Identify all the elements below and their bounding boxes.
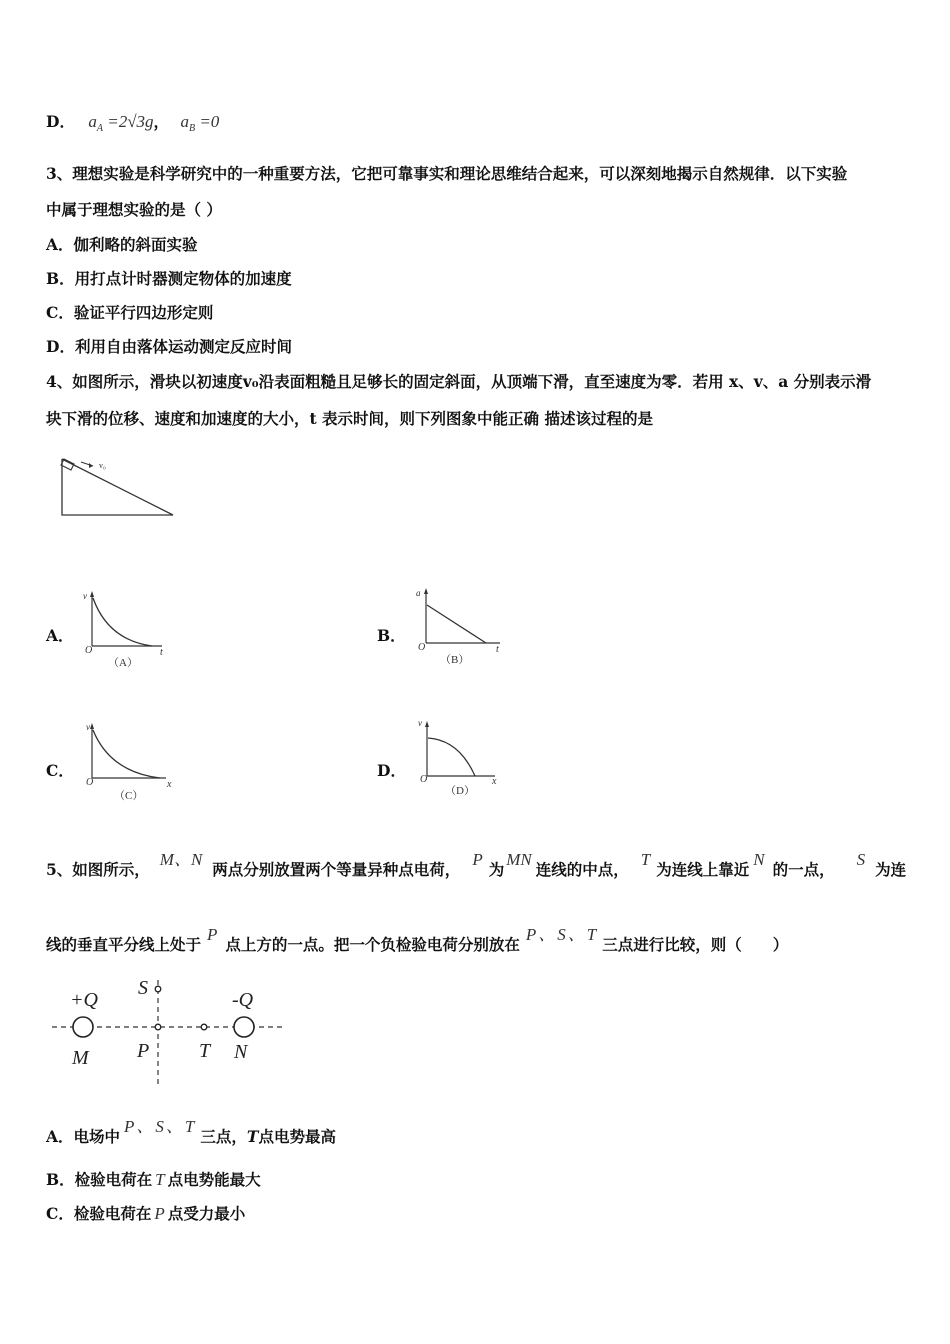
q3-line2: 中属于理想实验的是（ ） xyxy=(46,200,222,219)
svg-text:t: t xyxy=(496,644,499,655)
svg-text:O: O xyxy=(85,645,93,656)
aA-formula: $a_A =2√3g$ xyxy=(88,112,154,134)
q4-line2: 块下滑的位移、速度和加速度的大小，t 表示时间，则下列图象中能正确 描述该过程的是 xyxy=(46,409,653,428)
point-P xyxy=(155,1024,161,1030)
curve xyxy=(428,738,475,776)
curve xyxy=(93,730,160,778)
svg-text:N: N xyxy=(234,1041,248,1063)
svg-text:T: T xyxy=(199,1040,211,1062)
svg-text:v: v xyxy=(86,722,90,732)
svg-text:v: v xyxy=(418,718,422,728)
svg-text:x: x xyxy=(167,779,172,790)
option-label: D． xyxy=(46,112,75,131)
svg-text:x: x xyxy=(492,776,497,787)
q3-option-b: B．用打点计时器测定物体的加速度 xyxy=(46,269,292,288)
svg-text:P: P xyxy=(137,1040,150,1062)
charge-M xyxy=(73,1017,93,1037)
point-S xyxy=(155,986,161,992)
charge-N xyxy=(234,1017,254,1037)
svg-text:O: O xyxy=(418,642,426,653)
q4-option-c-label: C． xyxy=(46,761,74,780)
svg-text:（C）: （C） xyxy=(114,790,144,802)
q4-graph-d xyxy=(413,714,513,800)
svg-text:-Q: -Q xyxy=(232,989,254,1011)
q5-option-c: C．检验电荷在 P 点受力最小 xyxy=(46,1204,246,1223)
q5-line2: 线的垂直平分线上处于P点上方的一点。把一个负检验电荷分别放在P、S、T三点进行比较，则（ ） xyxy=(46,925,789,954)
svg-text:（A）: （A） xyxy=(108,657,138,668)
svg-text:+Q: +Q xyxy=(70,989,98,1011)
q3-option-c: C．验证平行四边形定则 xyxy=(46,303,214,322)
curve xyxy=(93,598,152,646)
svg-text:a: a xyxy=(416,588,421,598)
svg-text:O: O xyxy=(86,777,94,788)
q4-option-a-label: A． xyxy=(46,626,74,645)
q5-option-a: A．电场中P、S、T三点，T点电势最高 xyxy=(46,1117,336,1146)
q3-line1: 3、理想实验是科学研究中的一种重要方法，它把可靠事实和理论思维结合起来，可以深刻地揭示自然规律．以下实验 xyxy=(46,164,848,183)
q4-option-d-label: D． xyxy=(377,761,406,780)
q4-graph-b xyxy=(410,585,510,667)
q5-line1: 5、如图所示，M、N两点分别放置两个等量异种点电荷，P为MN连线的中点，T为连线上靠近N的一点，S为连 xyxy=(46,850,907,879)
prev-option-d: D． $a_A =2√3g$， $a_B =0$ xyxy=(46,112,220,134)
svg-text:S: S xyxy=(138,977,148,999)
svg-text:v: v xyxy=(83,591,87,601)
q4-line1: 4、如图所示，滑块以初速度v₀沿表面粗糙且足够长的固定斜面，从顶端下滑，直至速度为零．若用 x、v、a 分别表示滑 xyxy=(46,372,872,391)
svg-text:t: t xyxy=(160,647,163,658)
q4-option-b-label: B． xyxy=(377,626,406,645)
q5-option-b: B．检验电荷在 T 点电势能最大 xyxy=(46,1170,261,1189)
point-T xyxy=(201,1024,207,1030)
q4-graph-a xyxy=(80,588,170,668)
incline-figure xyxy=(55,455,185,521)
q3-option-a: A．伽利略的斜面实验 xyxy=(46,235,198,254)
q4-graph-c xyxy=(80,718,180,804)
svg-text:（B）: （B） xyxy=(440,654,470,666)
q3-option-d: D．利用自由落体运动测定反应时间 xyxy=(46,337,292,356)
charge-diagram xyxy=(46,972,296,1088)
svg-text:（D）: （D） xyxy=(445,785,475,797)
svg-text:O: O xyxy=(420,774,428,785)
aB-formula: $a_B =0$ xyxy=(180,112,220,134)
svg-text:M: M xyxy=(72,1047,89,1069)
v0-label: v₀ xyxy=(99,461,106,470)
line-segment xyxy=(427,605,486,643)
